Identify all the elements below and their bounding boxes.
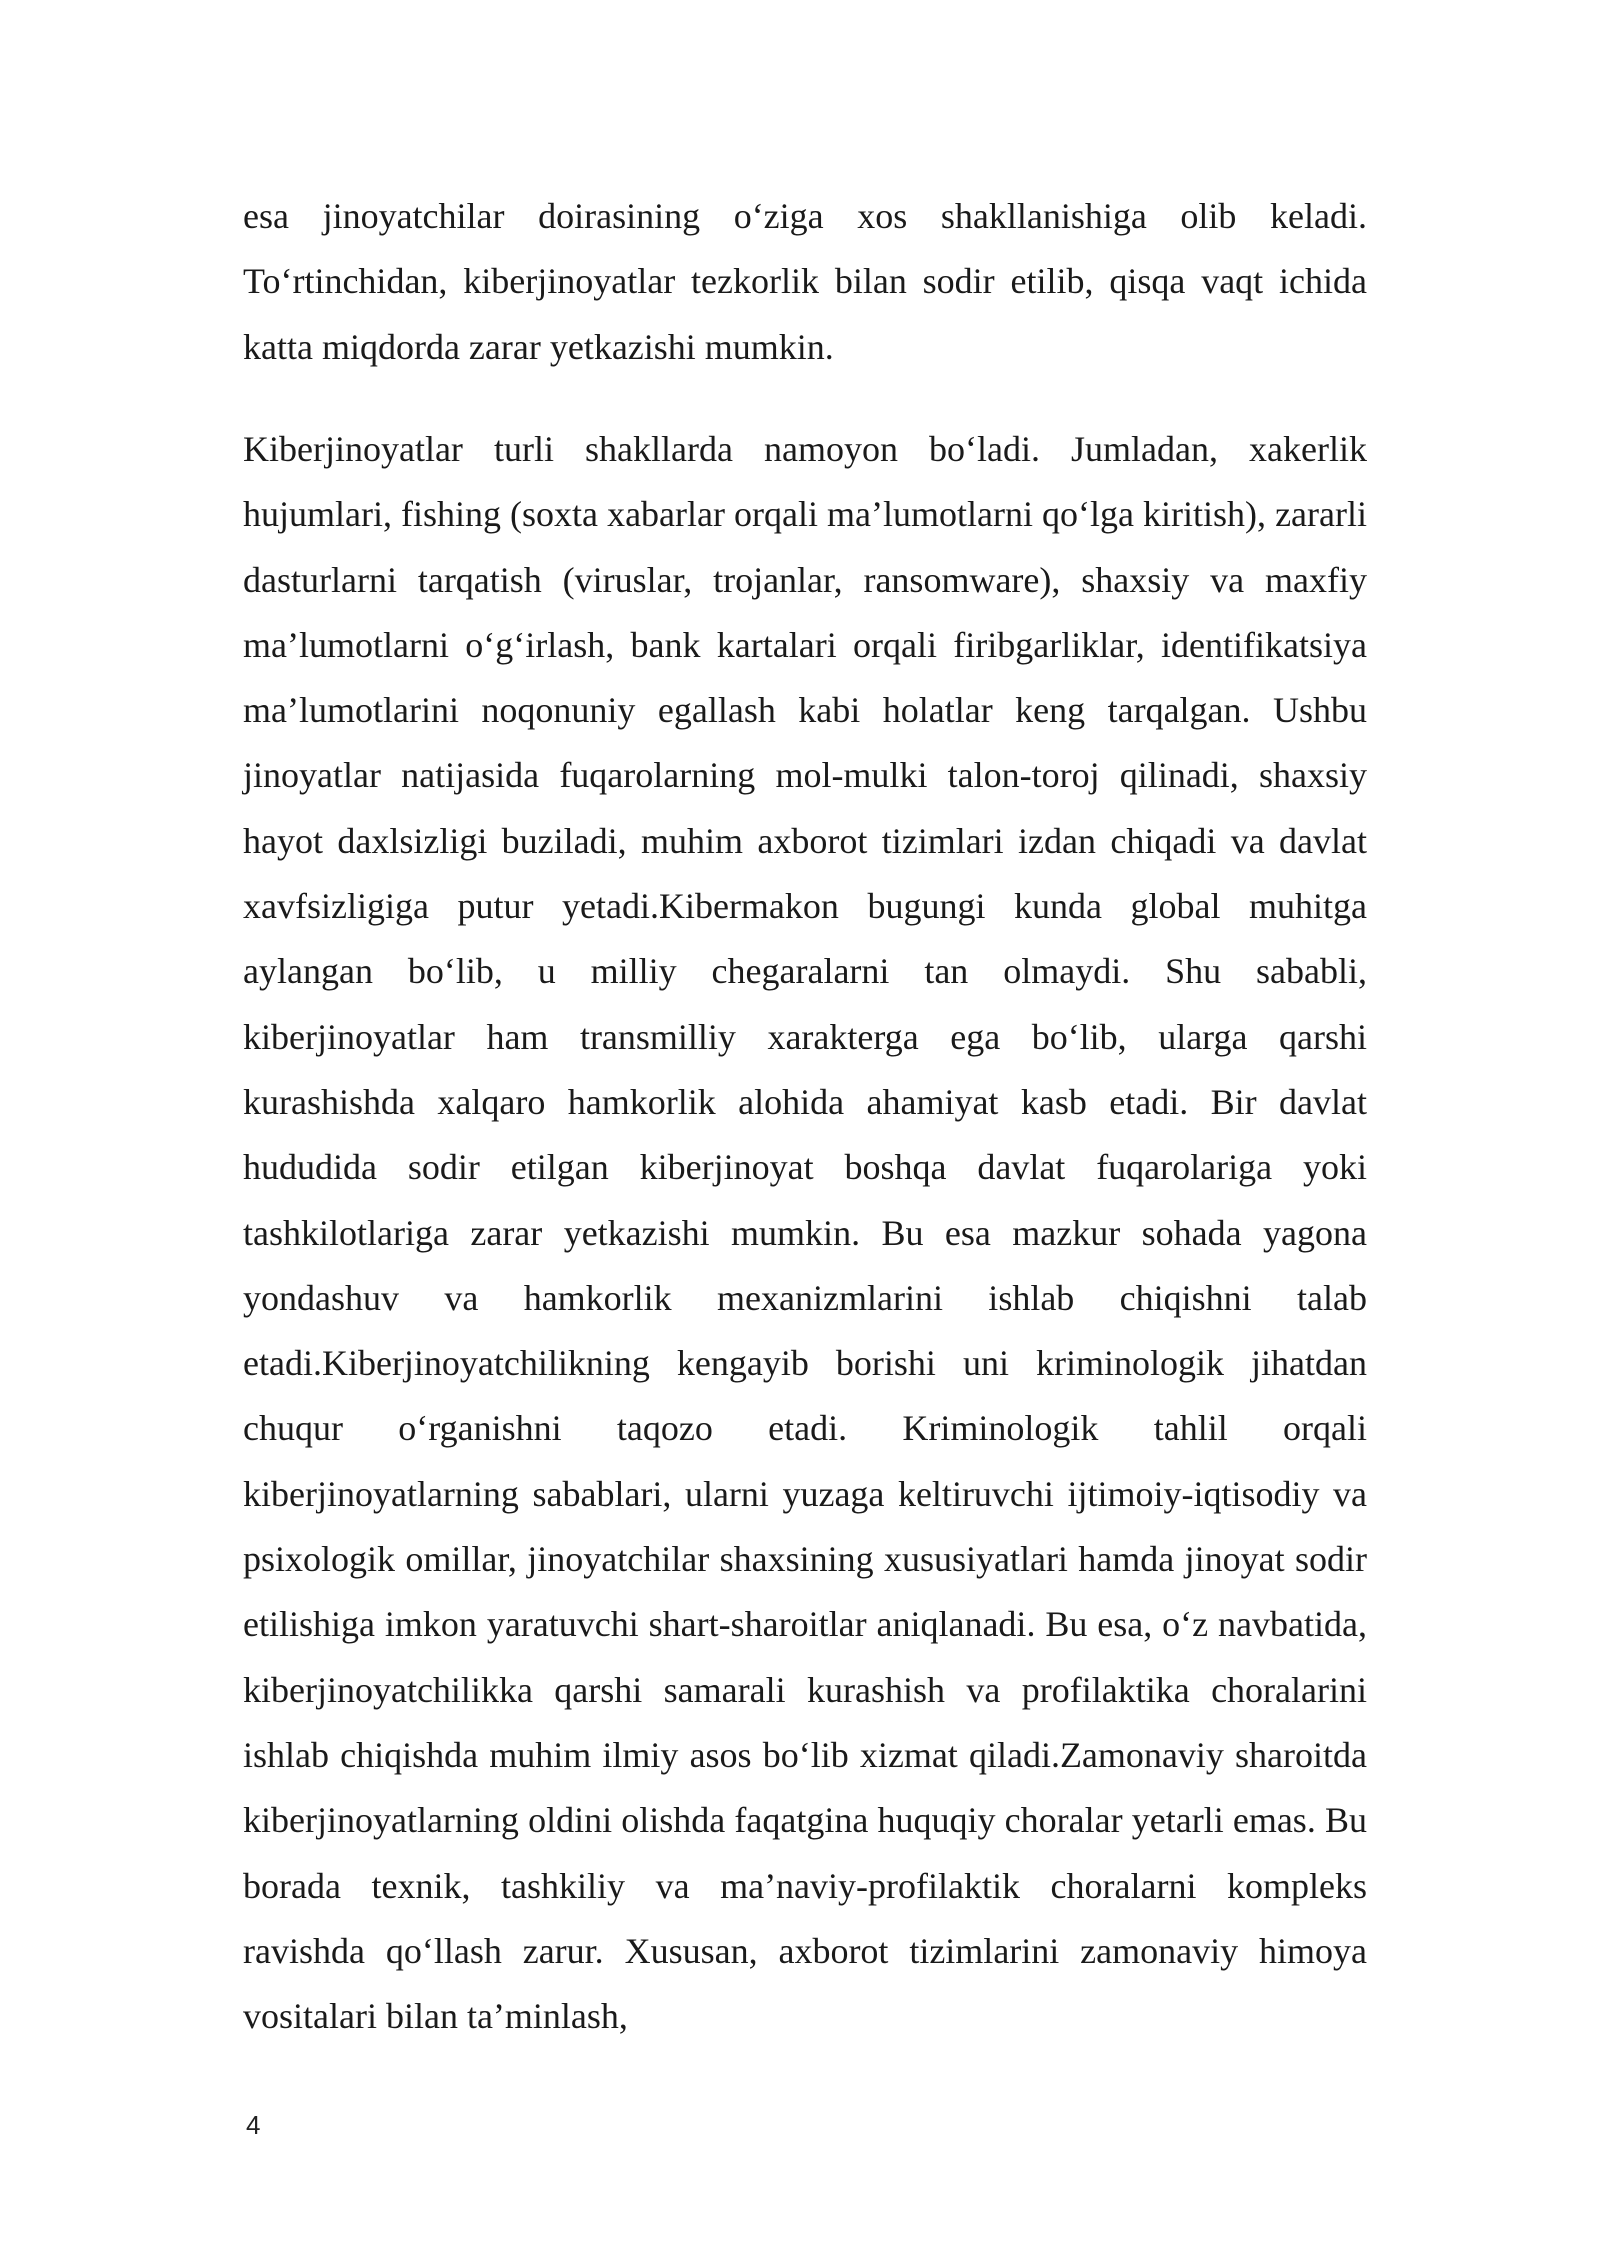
page-number: 4 (246, 2110, 261, 2140)
paragraph-2: Kiberjinoyatlar turli shakllarda namoyon bo‘ladi. Jumladan, xakerlik hujumlari, fishing (soxta xabarlar orqali ma’lumotlarni qo‘lga kiritish), zararli dasturlarni tarqatish (viruslar, trojanlar, ransomware), shaxsiy va maxfiy ma’lumotlarni o‘g‘irlash, bank kartalari orqali firibgarliklar, identifikatsiya ma’lumotlarini noqonuniy egallash kabi holatlar keng tarqalgan. Ushbu jinoyatlar natijasida fuqarolarning mol-mulki talon-toroj qilinadi, shaxsiy hayot daxlsizligi buziladi, muhim axborot tizimlari izdan chiqadi va davlat xavfsizligiga putur yetadi.Kibermakon bugungi kunda global muhitga aylangan bo‘lib, u milliy chegaralarni tan olmaydi. Shu sababli, kiberjinoyatlar ham transmilliy xarakterga ega bo‘lib, ularga qarshi kurashishda xalqaro hamkorlik alohida ahamiyat kasb etadi. Bir davlat hududida sodir etilgan kiberjinoyat boshqa davlat fuqarolariga yoki tashkilotlariga zarar yetkazishi mumkin. Bu esa mazkur sohada yagona yondashuv va hamkorlik mexanizmlarini ishlab chiqishni talab etadi.Kiberjinoyatchilikning kengayib borishi uni kriminologik jihatdan chuqur o‘rganishni taqozo etadi. Kriminologik tahlil orqali kiberjinoyatlarning sabablari, ularni yuzaga keltiruvchi ijtimoiy-iqtisodiy va psixologik omillar, jinoyatchilar shaxsining xususiyatlari hamda jinoyat sodir etilishiga imkon yaratuvchi shart-sharoitlar aniqlanadi. Bu esa, o‘z navbatida, kiberjinoyatchilikka qarshi samarali kurashish va profilaktika choralarini ishlab chiqishda muhim ilmiy asos bo‘lib xizmat qiladi.Zamonaviy sharoitda kiberjinoyatlarning oldini olishda faqatgina huquqiy choralar yetarli emas. Bu borada texnik, tashkiliy va ma’naviy-profilaktik choralarni kompleks ravishda qo‘llash zarur. Xususan, axborot tizimlarini zamonaviy himoya vositalari bilan ta’minlash, (243, 429, 1367, 2037)
paragraph-1: esa jinoyatchilar doirasining o‘ziga xos shakllanishiga olib keladi. To‘rtinchidan, kiberjinoyatlar tezkorlik bilan sodir etilib, qisqa vaqt ichida katta miqdorda zarar yetkazishi mumkin. (243, 196, 1367, 367)
